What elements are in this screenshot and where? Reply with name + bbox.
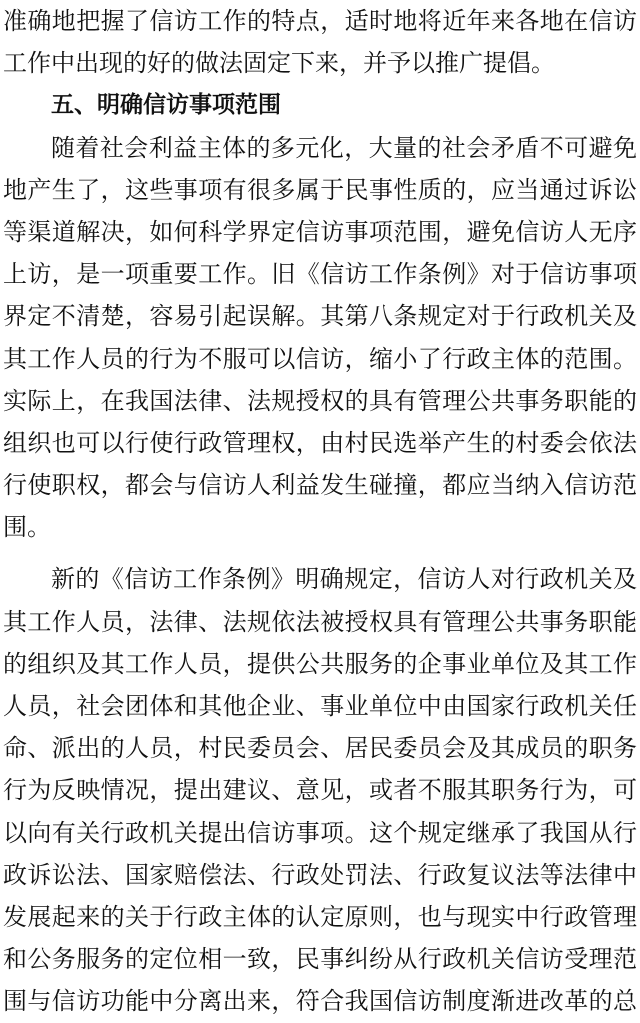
text-line: 组织也可以行使行政管理权，由村民选举产生的村委会依法 bbox=[3, 428, 637, 457]
paragraph-intro bbox=[3, 0, 637, 84]
text-line: 其工作人员，法律、法规依法被授权具有管理公共事务职能 bbox=[3, 607, 637, 636]
text-line: 行为反映情况，提出建议、意见，或者不服其职务行为，可 bbox=[3, 776, 637, 805]
text-line: 围与信访功能中分离出来，符合我国信访制度渐进改革的总 bbox=[3, 987, 637, 1016]
text-line: 界定不清楚，容易引起误解。其第八条规定对于行政机关及 bbox=[3, 302, 637, 331]
text-line: 其工作人员的行为不服可以信访，缩小了行政主体的范围。 bbox=[3, 344, 637, 373]
text-line: 工作中出现的好的做法固定下来，并予以推广提倡。 bbox=[3, 49, 555, 78]
text-line: 等渠道解决，如何科学界定信访事项范围，避免信访人无序 bbox=[3, 217, 637, 246]
paragraph-spacer bbox=[3, 548, 637, 558]
text-line: 命、派出的人员，村民委员会、居民委员会及其成员的职务 bbox=[3, 734, 637, 763]
paragraph-2 bbox=[3, 558, 637, 1022]
text-line: 以向有关行政机关提出信访事项。这个规定继承了我国从行 bbox=[3, 818, 637, 847]
text-line: 和公务服务的定位相一致，民事纠纷从行政机关信访受理范 bbox=[3, 945, 637, 974]
section-heading: 五、明确信访事项范围 bbox=[51, 92, 281, 119]
text-line: 上访，是一项重要工作。旧《信访工作条例》对于信访事项 bbox=[3, 260, 637, 289]
text-line: 人员，社会团体和其他企业、事业单位中由国家行政机关任 bbox=[3, 692, 637, 720]
document-page bbox=[3, 0, 637, 1023]
text-line: 行使职权，都会与信访人利益发生碰撞，都应当纳入信访范 bbox=[3, 471, 637, 500]
text-line: 发展起来的关于行政主体的认定原则，也与现实中行政管理 bbox=[3, 902, 637, 931]
text-line: 随着社会利益主体的多元化，大量的社会矛盾不可避免 bbox=[51, 133, 637, 162]
text-line: 实际上，在我国法律、法规授权的具有管理公共事务职能的 bbox=[3, 386, 637, 415]
text-line: 围。 bbox=[3, 513, 51, 542]
text-line: 地产生了，这些事项有很多属于民事性质的，应当通过诉讼 bbox=[3, 175, 637, 204]
text-line: 的组织及其工作人员，提供公共服务的企事业单位及其工作 bbox=[3, 649, 637, 678]
paragraph-1 bbox=[3, 127, 637, 549]
text-line: 新的《信访工作条例》明确规定，信访人对行政机关及 bbox=[51, 565, 637, 594]
text-line: 政诉讼法、国家赔偿法、行政处罚法、行政复议法等法律中 bbox=[3, 860, 637, 889]
text-line: 准确地把握了信访工作的特点，适时地将近年来各地在信访 bbox=[3, 7, 637, 35]
